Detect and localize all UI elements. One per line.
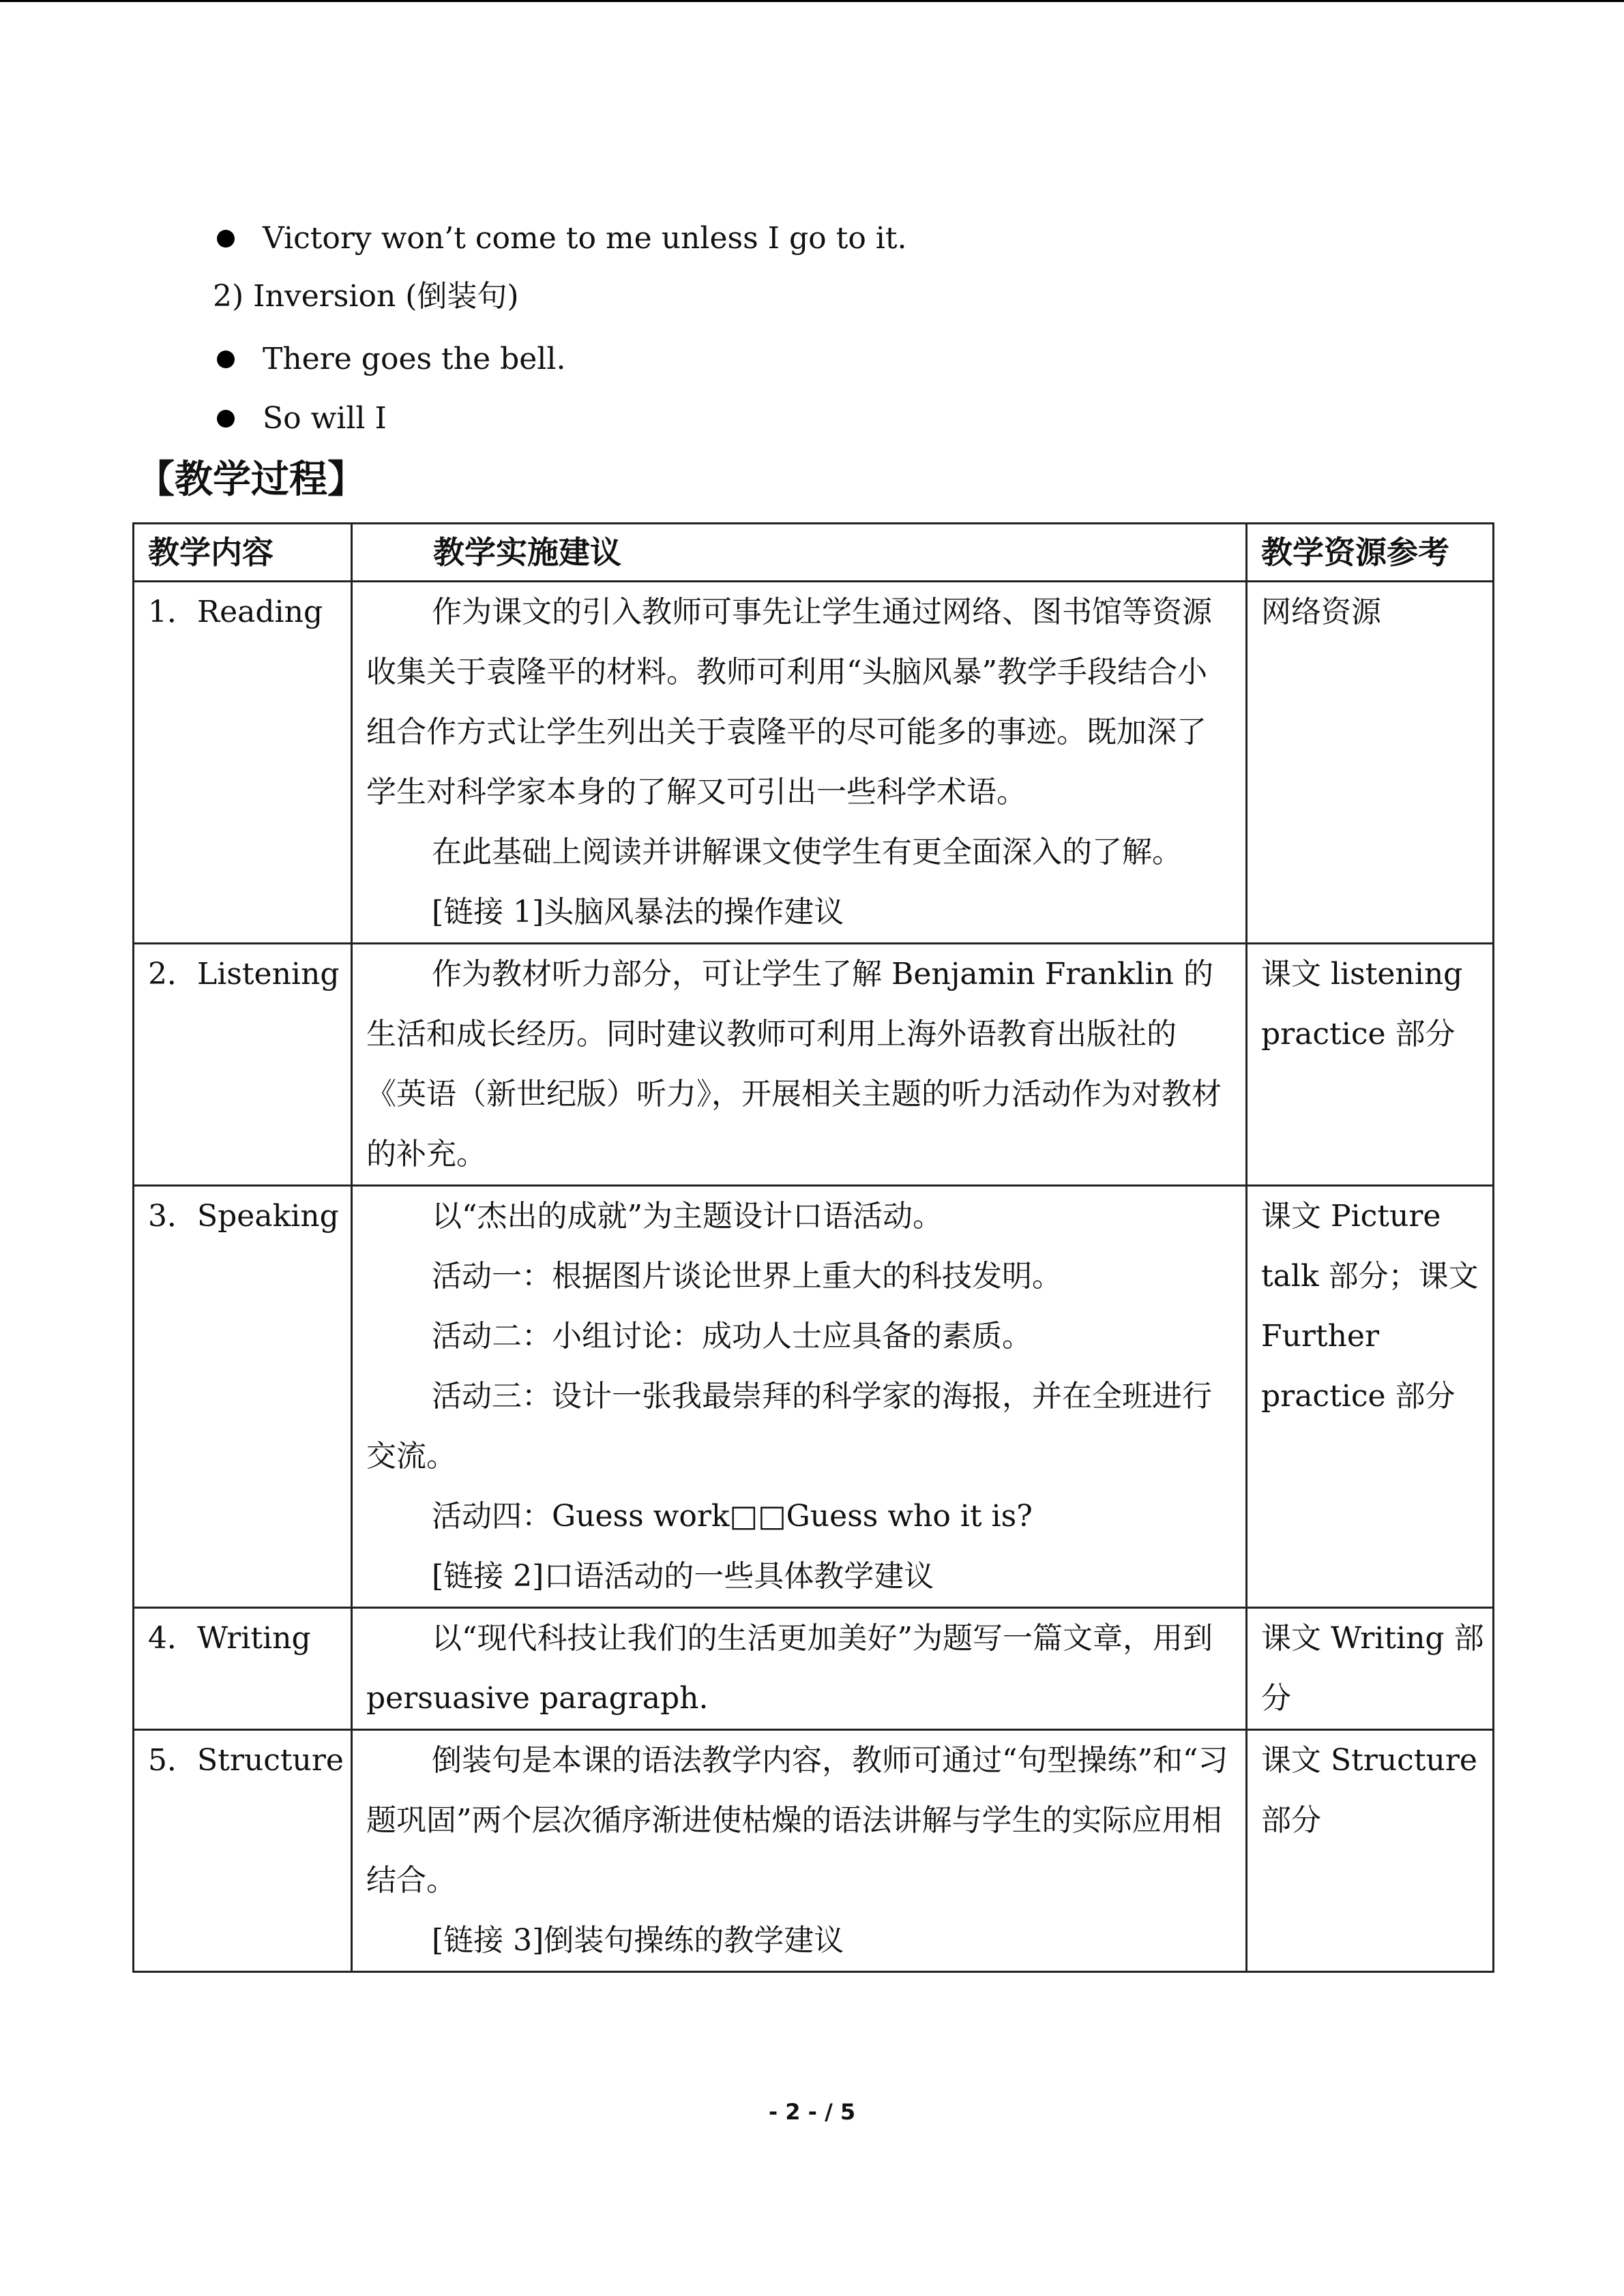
bullet-item: So will I [263, 398, 387, 439]
section-title: 【教学过程】 [136, 458, 366, 502]
suggestion-paragraph: 以“杰出的成就”为主题设计口语活动。 [432, 1199, 943, 1234]
row-resources: 网络资源 [1247, 582, 1494, 944]
suggestion-paragraph: 活动二：小组讨论：成功人士应具备的素质。 [432, 1319, 1032, 1354]
top-rule [0, 0, 1624, 2]
suggestion-paragraph: 以“现代科技让我们的生活更加美好”为题写一篇文章，用到 persuasive paragraph. [366, 1621, 1213, 1716]
bullet-item: There goes the bell. [263, 339, 565, 380]
table-row [134, 1186, 1494, 1608]
teaching-process-table [132, 522, 1494, 1973]
subheading-inversion: 2) Inversion (倒装句) [213, 279, 519, 314]
table-row [134, 944, 1494, 1186]
table-row [134, 582, 1494, 944]
suggestion-link: [链接 2]口语活动的一些具体教学建议 [432, 1559, 934, 1594]
suggestion-paragraph: 倒装句是本课的语法教学内容，教师可通过“句型操练”和“习题巩固”两个层次循序渐进使枯燥的语法讲解与学生的实际应用相结合。 [366, 1743, 1228, 1898]
row-resources: 课文 Picture talk 部分；课文 Further practice 部分 [1247, 1186, 1494, 1608]
row-content: 3．Speaking [134, 1186, 352, 1608]
bullet-dot-icon [217, 351, 235, 368]
table-row [134, 1730, 1494, 1972]
row-suggestions [352, 1608, 1247, 1730]
header-suggestions: 教学实施建议 [352, 524, 1247, 582]
bullet-item: Victory won’t come to me unless I go to it. [263, 218, 907, 259]
page-number: - 2 - / 5 [768, 2099, 856, 2125]
bullet-dot-icon [217, 410, 235, 428]
row-resources: 课文 Writing 部分 [1247, 1608, 1494, 1730]
header-resources: 教学资源参考 [1247, 524, 1494, 582]
table-row [134, 1608, 1494, 1730]
suggestion-paragraph: 活动三：设计一张我最崇拜的科学家的海报，并在全班进行交流。 [366, 1379, 1212, 1474]
row-suggestions [352, 582, 1247, 944]
row-suggestions [352, 944, 1247, 1186]
row-suggestions [352, 1186, 1247, 1608]
row-suggestions [352, 1730, 1247, 1972]
suggestion-paragraph: 作为课文的引入教师可事先让学生通过网络、图书馆等资源收集关于袁隆平的材料。教师可利用“头脑风暴”教学手段结合小组合作方式让学生列出关于袁隆平的尽可能多的事迹。既加深了学生对科学家本身的了解又可引出一些科学术语。 [366, 595, 1212, 809]
suggestion-paragraph: 活动四：Guess work□□Guess who it is? [432, 1499, 1033, 1534]
row-resources: 课文 listening practice 部分 [1247, 944, 1494, 1186]
row-content: 4．Writing [134, 1608, 352, 1730]
row-content: 1．Reading [134, 582, 352, 944]
bullet-dot-icon [217, 230, 235, 248]
row-content: 2．Listening [134, 944, 352, 1186]
row-resources: 课文 Structure 部分 [1247, 1730, 1494, 1972]
row-content: 5．Structure [134, 1730, 352, 1972]
suggestion-link: [链接 3]倒装句操练的教学建议 [432, 1923, 844, 1958]
header-content: 教学内容 [134, 524, 352, 582]
table-header-row [134, 524, 1494, 582]
suggestion-paragraph: 活动一：根据图片谈论世界上重大的科技发明。 [432, 1259, 1062, 1294]
suggestion-link: [链接 1]头脑风暴法的操作建议 [432, 895, 844, 929]
suggestion-paragraph: 作为教材听力部分，可让学生了解 Benjamin Franklin 的生活和成长经历。同时建议教师可利用上海外语教育出版社的《英语（新世纪版）听力》，开展相关主题的听力活动作为对教材的补充。 [366, 957, 1222, 1172]
suggestion-paragraph: 在此基础上阅读并讲解课文使学生有更全面深入的了解。 [432, 835, 1182, 869]
